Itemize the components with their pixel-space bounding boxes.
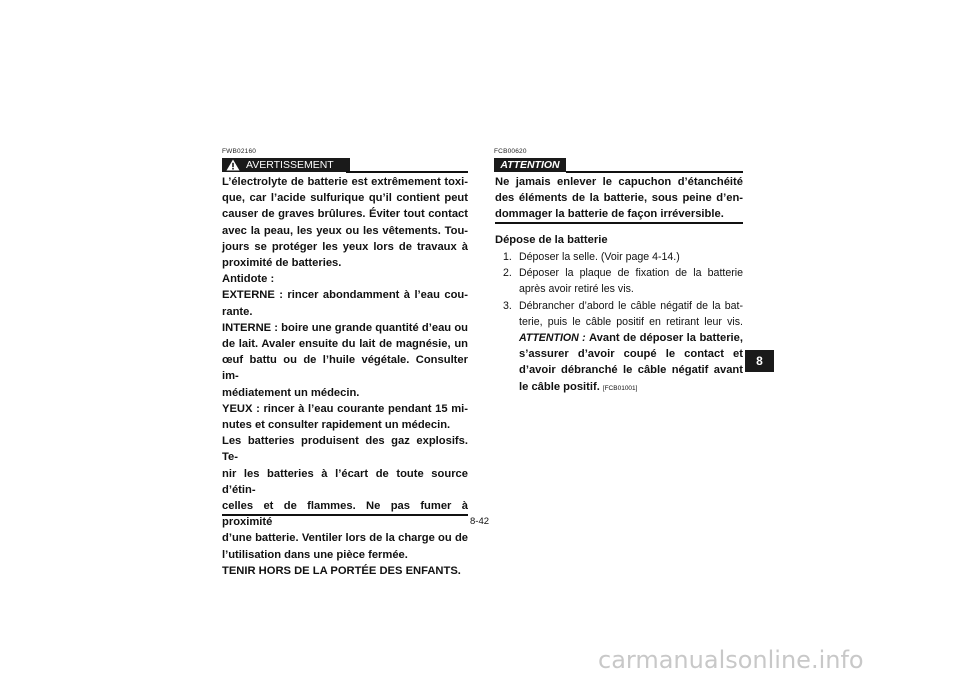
warning-bottom-rule bbox=[222, 514, 468, 516]
text-line: Ne jamais enlever le capuchon d’étanchéité bbox=[495, 176, 743, 188]
step-text: Débrancher d’abord le câble négatif de la bat-terie, puis le câble positif en retirant leur vis. bbox=[519, 299, 743, 328]
text-line: œuf battu ou de l’huile végétale. Consulter im- bbox=[222, 354, 468, 383]
attention-top-rule bbox=[566, 171, 743, 173]
warning-triangle-icon bbox=[226, 159, 240, 171]
step-attention-code: [FCB01001] bbox=[602, 384, 638, 392]
warning-banner bbox=[222, 158, 350, 172]
text-line: médiatement un médecin. bbox=[222, 386, 360, 399]
list-item bbox=[495, 249, 743, 265]
text-line: jours se protéger les yeux lors de travaux à bbox=[222, 240, 468, 253]
text-line: Les batteries produisent des gaz explosifs. Te- bbox=[222, 435, 468, 464]
removal-steps bbox=[495, 249, 743, 397]
text-line: Antidote : bbox=[222, 273, 275, 286]
text-line: nir les batteries à l’écart de toute source d’étin- bbox=[222, 467, 468, 496]
attention-banner: ATTENTION bbox=[494, 158, 566, 172]
text-line: nutes et consulter rapidement un médecin. bbox=[222, 419, 451, 432]
text-line: proximité de batteries. bbox=[222, 257, 342, 270]
warning-code: FWB02160 bbox=[222, 148, 257, 155]
warning-text bbox=[222, 174, 468, 579]
attention-code: FCB00620 bbox=[494, 148, 527, 155]
text-line: INTERNE : boire une grande quantité d’eau ou bbox=[222, 321, 468, 334]
step-number: 1. bbox=[503, 251, 512, 263]
warning-banner-label: AVERTISSEMENT bbox=[246, 159, 334, 171]
text-line: avec la peau, les yeux ou les vêtements. Tou- bbox=[222, 224, 468, 237]
step-number: 2. bbox=[503, 267, 512, 280]
warning-top-rule bbox=[346, 171, 468, 173]
page-number: 8-42 bbox=[470, 516, 490, 527]
text-line: celles et de flammes. Ne pas fumer à proximité bbox=[222, 500, 468, 529]
text-line: causer de graves brûlures. Éviter tout contact bbox=[222, 208, 468, 221]
text-line: de lait. Avaler ensuite du lait de magnésie, un bbox=[222, 338, 468, 351]
text-line: l’utilisation dans une pièce fermée. bbox=[222, 548, 408, 561]
text-line: YEUX : rincer à l’eau courante pendant 15 mi- bbox=[222, 402, 468, 415]
watermark: carmanualsonline.info bbox=[598, 646, 864, 674]
text-line: L’électrolyte de batterie est extrêmement toxi- bbox=[222, 176, 468, 188]
text-line: dommager la batterie de façon irréversible. bbox=[495, 208, 724, 221]
removal-heading: Dépose de la batterie bbox=[495, 234, 608, 246]
step-number: 3. bbox=[503, 299, 512, 312]
text-line: TENIR HORS DE LA PORTÉE DES ENFANTS. bbox=[222, 564, 461, 577]
list-item bbox=[495, 265, 743, 297]
text-line: d’une batterie. Ventiler lors de la charge ou de bbox=[222, 532, 468, 545]
step-text: Déposer la selle. (Voir page 4-14.) bbox=[519, 251, 680, 263]
step-attention-label: ATTENTION : bbox=[519, 332, 586, 345]
attention-text bbox=[495, 174, 743, 223]
attention-bottom-rule bbox=[495, 222, 743, 224]
step-text: Déposer la plaque de fixation de la batterie après avoir retiré les vis. bbox=[519, 267, 743, 296]
step-attention-text: Avant de déposer la batterie, s’assurer d’avoir coupé le contact et d’avoir débranché le câble négatif avant le câble positif. bbox=[519, 332, 743, 393]
text-line: que, car l’acide sulfurique qu’il contient peut bbox=[222, 192, 468, 205]
text-line: des éléments de la batterie, sous peine d’en- bbox=[495, 192, 743, 205]
text-line: rante. bbox=[222, 305, 253, 318]
list-item bbox=[495, 298, 743, 397]
text-line: EXTERNE : rincer abondamment à l’eau cou- bbox=[222, 289, 468, 302]
chapter-tab: 8 bbox=[745, 350, 774, 372]
